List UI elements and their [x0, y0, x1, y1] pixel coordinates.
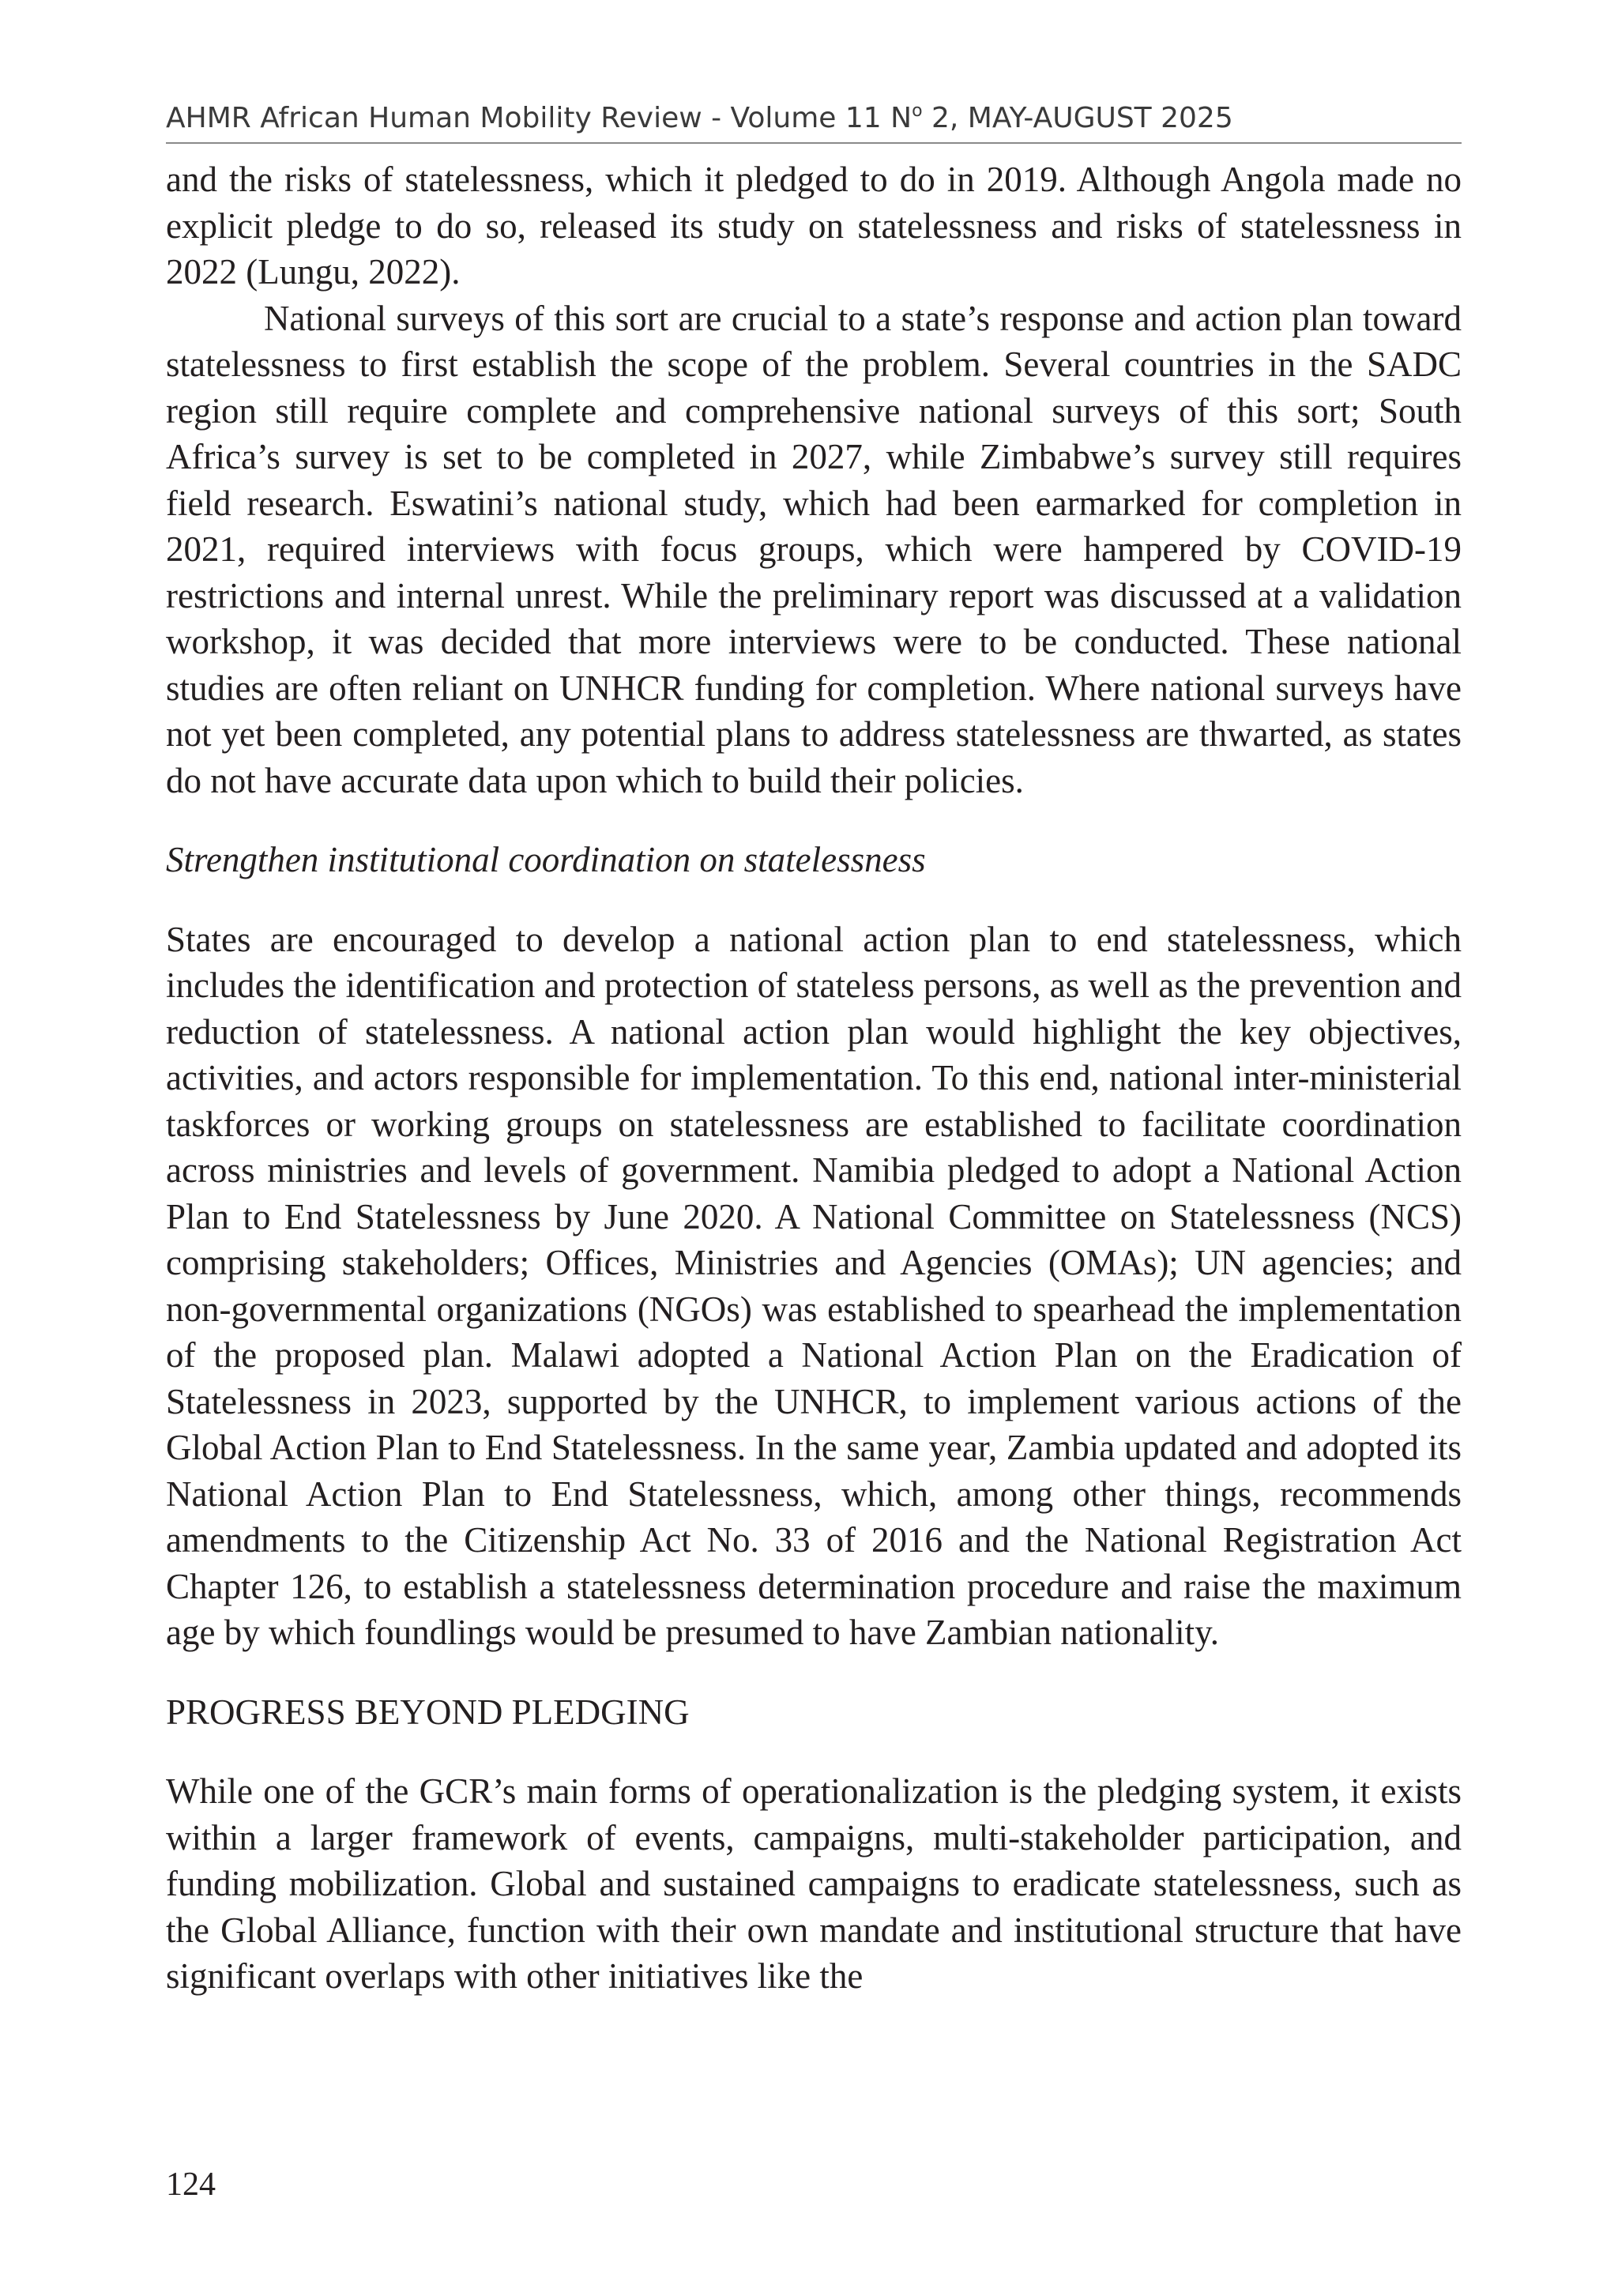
paragraph-national-surveys: National surveys of this sort are crucial to a state’s response and action plan toward statelessness to first establish the scope of the problem. Several countries in the SADC region still require complete and comprehensive national surveys of this sort; South Africa’s survey is set to be completed in 2027, while Zimbabwe’s survey still requires field research. Eswatini’s national study, which had been earmarked for completion in 2021, required interviews with focus groups, which were hampered by COVID-19 restrictions and internal unrest. While the preliminary report was discussed at a validation workshop, it was decided that more interviews were to be conducted. These national studies are often reliant on UNHCR funding for completion. Where national surveys have not yet been completed, any potential plans to address statelessness are thwarted, as states do not have accurate data upon which to build their policies. — [166, 298, 1462, 800]
page-number: 124 — [166, 2166, 216, 2203]
header-rule — [166, 142, 1462, 144]
journal-title: AHMR African Human Mobility Review - Volume 11 N — [166, 102, 912, 134]
number-superscript: o — [912, 101, 923, 121]
article-body — [166, 156, 1462, 2000]
running-header — [166, 101, 1462, 136]
issue-date: 2, MAY-AUGUST 2025 — [922, 102, 1233, 134]
paragraph-national-action-plan: States are encouraged to develop a national action plan to end statelessness, which includes the identification and protection of stateless persons, as well as the prevention and reduction of statelessness. A national action plan would highlight the key objectives, activities, and actors responsible for implementation. To this end, national inter-ministerial taskforces or working groups on statelessness are established to facilitate coordination across ministries and levels of government. Namibia pledged to adopt a National Action Plan to End Statelessness by June 2020. A National Committee on Statelessness (NCS) comprising stakeholders; Offices, Ministries and Agencies (OMAs); UN agencies; and non-governmental organizations (NGOs) was established to spearhead the implementation of the proposed plan. Malawi adopted a National Action Plan on the Eradication of Statelessness in 2023, supported by the UNHCR, to implement various actions of the Global Action Plan to End Statelessness. In the same year, Zambia updated and adopted its National Action Plan to End Statelessness, which, among other things, recommends amendments to the Citizenship Act No. 33 of 2016 and the National Registration Act Chapter 126, to establish a statelessness determination procedure and raise the maximum age by which foundlings would be presumed to have Zambian nationality. — [166, 919, 1462, 1652]
paragraph-continued: and the risks of statelessness, which it pledged to do in 2019. Although Angola made no explicit pledge to do so, released its study on statelessness and risks of statelessness in 2022 (Lungu, 2022). — [166, 160, 1462, 292]
section-heading-progress: PROGRESS BEYOND PLEDGING — [166, 1692, 690, 1732]
subheading-institutional-coordination: Strengthen institutional coordination on statelessness — [166, 840, 926, 879]
paragraph-pledging-system: While one of the GCR’s main forms of operationalization is the pledging system, it exists within a larger framework of events, campaigns, multi-stakeholder participation, and funding mobilization. Global and sustained campaigns to eradicate statelessness, such as the Global Alliance, function with their own mandate and institutional structure that have significant overlaps with other initiatives like the — [166, 1771, 1462, 1996]
